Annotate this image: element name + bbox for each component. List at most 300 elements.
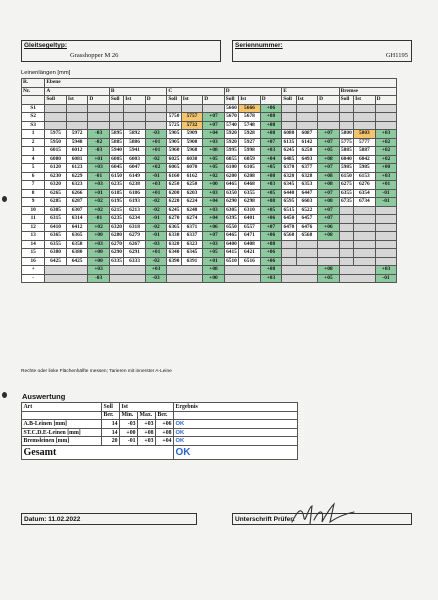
table-row bbox=[22, 155, 412, 164]
ist-cell bbox=[354, 206, 376, 215]
soll-cell: 6735 bbox=[340, 198, 352, 204]
ist-cell: 6081 bbox=[66, 155, 88, 164]
ist-cell: 6421 bbox=[239, 249, 261, 258]
eval-art: A.B-Leinen [mm] bbox=[22, 420, 102, 429]
ist-cell: 6186 bbox=[124, 189, 146, 198]
diff-cell: -01 bbox=[145, 215, 167, 224]
soll-cell: 6355 bbox=[340, 189, 352, 196]
eval-soll: 20 bbox=[102, 437, 120, 446]
table-header-row bbox=[22, 79, 412, 88]
soll-cell: 6005 bbox=[111, 155, 122, 162]
diff-cell: -03 bbox=[145, 130, 167, 139]
soll-cell: 6510 bbox=[226, 257, 237, 264]
ist-cell: 6279 bbox=[124, 232, 146, 241]
soll-cell bbox=[282, 121, 296, 130]
diff-cell: +04 bbox=[260, 155, 282, 164]
table-row bbox=[22, 206, 412, 215]
soll-cell bbox=[282, 104, 296, 113]
table-row bbox=[22, 104, 412, 113]
group-header: A bbox=[45, 87, 110, 96]
diff-cell: -01 bbox=[88, 172, 110, 181]
ist-cell: 6391 bbox=[181, 257, 203, 266]
diff-cell bbox=[375, 249, 397, 258]
diff-cell: +07 bbox=[318, 164, 340, 173]
group-header: D bbox=[224, 87, 281, 96]
ist-cell bbox=[354, 121, 376, 130]
diff-cell: +05 bbox=[318, 147, 340, 156]
soll-cell: 6320 bbox=[111, 223, 122, 230]
soll-cell: 5920 bbox=[226, 130, 237, 136]
soll-cell bbox=[109, 113, 123, 122]
ist-cell: 6476 bbox=[296, 223, 318, 232]
ist-cell bbox=[354, 232, 376, 241]
ist-cell bbox=[124, 104, 146, 113]
soll-cell: 6560 bbox=[283, 232, 295, 238]
table-row bbox=[22, 181, 412, 190]
row-label: 12 bbox=[22, 223, 45, 232]
diff-cell: +06 bbox=[260, 257, 282, 266]
ist-cell: 6203 bbox=[181, 189, 203, 198]
ist-cell bbox=[296, 240, 318, 249]
ist-cell: 5908 bbox=[181, 138, 203, 147]
diff-cell: +08 bbox=[260, 240, 282, 249]
soll-cell: 5895 bbox=[111, 130, 122, 136]
ist-cell: 6153 bbox=[354, 172, 376, 181]
ist-cell: 6250 bbox=[181, 181, 203, 190]
ist-cell: 6353 bbox=[296, 181, 318, 190]
soll-cell bbox=[167, 104, 181, 113]
diff-cell: +03 bbox=[203, 189, 225, 198]
ist-cell: 6030 bbox=[181, 155, 203, 164]
soll-cell: 6320 bbox=[283, 172, 295, 179]
ist-cell: 5972 bbox=[66, 130, 88, 139]
ist-cell: 6149 bbox=[124, 172, 146, 181]
row-label: S3 bbox=[22, 121, 45, 130]
soll-cell bbox=[109, 104, 123, 113]
diff-cell: +07 bbox=[203, 121, 225, 130]
ist-cell: 6123 bbox=[66, 164, 88, 173]
ist-cell bbox=[354, 249, 376, 258]
ist-cell bbox=[354, 104, 376, 113]
ist-cell: 6238 bbox=[124, 181, 146, 190]
ist-cell bbox=[124, 121, 146, 130]
eval-total-row bbox=[22, 445, 298, 459]
summary-value: -01 bbox=[375, 274, 397, 283]
ist-cell: 5998 bbox=[239, 147, 261, 156]
diff-cell: +08 bbox=[203, 147, 225, 156]
diff-cell: +06 bbox=[318, 223, 340, 232]
soll-cell: 6280 bbox=[111, 232, 122, 238]
diff-cell: -02 bbox=[145, 223, 167, 232]
soll-cell: 6320 bbox=[45, 181, 67, 190]
table-subheader-row bbox=[22, 96, 412, 105]
soll-cell: 6265 bbox=[45, 189, 67, 198]
soll-cell: 6345 bbox=[283, 181, 295, 187]
ist-cell bbox=[296, 104, 318, 113]
group-header: Bremse bbox=[339, 87, 397, 96]
soll-cell: 6015 bbox=[45, 147, 67, 156]
soll-cell: 6340 bbox=[168, 249, 180, 255]
ist-cell: 5909 bbox=[181, 130, 203, 139]
diff-cell: -02 bbox=[88, 138, 110, 147]
table-group-row bbox=[22, 87, 412, 96]
soll-cell: 6045 bbox=[111, 164, 122, 170]
soll-cell: 6195 bbox=[111, 198, 122, 204]
ist-cell bbox=[296, 113, 318, 122]
soll-cell: 6215 bbox=[111, 206, 122, 213]
soll-cell: 6065 bbox=[168, 164, 180, 170]
diff-cell: +08 bbox=[260, 113, 282, 122]
soll-cell: 6550 bbox=[226, 223, 237, 230]
serial-number-value: GH1195 bbox=[385, 52, 408, 59]
diff-cell: +03 bbox=[260, 181, 282, 190]
soll-cell: 6440 bbox=[283, 189, 295, 196]
eval-art: Bremsleinen [mm] bbox=[22, 437, 102, 446]
eval-min: -03 bbox=[120, 420, 138, 429]
diff-cell: +03 bbox=[260, 147, 282, 156]
soll-cell: 6465 bbox=[226, 232, 237, 238]
ist-cell: 6345 bbox=[181, 249, 203, 258]
ist-cell: 6425 bbox=[66, 257, 88, 266]
serial-number-label: Seriennummer: bbox=[235, 42, 283, 49]
diff-cell: +04 bbox=[203, 198, 225, 207]
eval-soll: 14 bbox=[102, 420, 120, 429]
ist-cell: 5803 bbox=[354, 130, 376, 139]
sub-header-d: D bbox=[318, 96, 340, 105]
diff-cell bbox=[88, 104, 110, 113]
handwritten-signature bbox=[288, 500, 358, 528]
diff-cell: +02 bbox=[88, 206, 110, 215]
ist-cell: 6070 bbox=[181, 164, 203, 173]
diff-cell: +01 bbox=[145, 138, 167, 147]
ist-cell: 5678 bbox=[239, 113, 261, 122]
ist-cell bbox=[354, 240, 376, 249]
diff-cell: +07 bbox=[260, 138, 282, 147]
diff-cell: +08 bbox=[260, 130, 282, 139]
soll-cell: 5885 bbox=[340, 147, 352, 153]
summary-value: +08 bbox=[203, 266, 225, 275]
diff-cell bbox=[375, 215, 397, 224]
ist-cell: 6234 bbox=[124, 215, 146, 224]
eval-col-ergebnis: Ergebnis bbox=[174, 403, 298, 412]
diff-cell: +07 bbox=[318, 215, 340, 224]
row-label: 11 bbox=[22, 215, 45, 224]
line-lengths-label: Leinenlängen [mm] bbox=[21, 70, 71, 76]
eval-soll: 14 bbox=[102, 428, 120, 437]
eval-result: OK bbox=[174, 437, 298, 446]
diff-cell: +08 bbox=[318, 198, 340, 207]
soll-cell: 6230 bbox=[45, 172, 67, 181]
diff-cell: +08 bbox=[318, 155, 340, 164]
date-label: Datum: 11.02.2022 bbox=[24, 516, 81, 523]
soll-cell: 6350 bbox=[226, 189, 237, 196]
soll-cell: 6100 bbox=[226, 164, 237, 170]
summary-value: +03 bbox=[375, 266, 397, 275]
table-row bbox=[22, 257, 412, 266]
sub-header-ist: Ist bbox=[124, 96, 146, 105]
soll-cell bbox=[109, 121, 123, 130]
row-label: 16 bbox=[22, 257, 45, 266]
eval-col-max: Max. bbox=[138, 411, 156, 420]
ist-cell: 6105 bbox=[239, 164, 261, 173]
diff-cell: +06 bbox=[260, 104, 282, 113]
soll-cell bbox=[282, 113, 296, 122]
row-label: 7 bbox=[22, 181, 45, 190]
ist-cell bbox=[354, 113, 376, 122]
diff-cell: -03 bbox=[88, 147, 110, 156]
eval-row bbox=[22, 420, 298, 429]
ist-cell bbox=[354, 215, 376, 224]
table-row bbox=[22, 189, 412, 198]
soll-cell: 6220 bbox=[168, 198, 180, 204]
soll-cell: 5920 bbox=[226, 138, 237, 145]
diff-cell: +07 bbox=[203, 113, 225, 122]
diff-cell: +03 bbox=[203, 138, 225, 147]
row-label: 14 bbox=[22, 240, 45, 249]
sub-header-soll: Soll bbox=[224, 96, 238, 105]
ist-cell: 6328 bbox=[296, 172, 318, 181]
ist-cell: 6557 bbox=[239, 223, 261, 232]
col-nr-header: Nr. bbox=[22, 87, 45, 96]
diff-cell: +07 bbox=[203, 232, 225, 241]
diff-cell: +08 bbox=[318, 172, 340, 181]
diff-cell: -01 bbox=[375, 189, 397, 198]
ist-cell: 5928 bbox=[239, 130, 261, 139]
ist-cell bbox=[66, 121, 88, 130]
diff-cell bbox=[318, 240, 340, 249]
eval-col-min: Min. bbox=[120, 411, 138, 420]
diff-cell: -01 bbox=[375, 198, 397, 207]
eval-max: +03 bbox=[138, 420, 156, 429]
eval-col-ber: Ber. bbox=[102, 411, 120, 420]
row-label: 10 bbox=[22, 206, 45, 215]
diff-cell: -02 bbox=[145, 206, 167, 215]
diff-cell: +05 bbox=[260, 206, 282, 215]
soll-cell bbox=[339, 104, 353, 113]
diff-cell bbox=[145, 113, 167, 122]
ist-cell: 6193 bbox=[124, 198, 146, 207]
diff-cell: +01 bbox=[375, 181, 397, 190]
ist-cell bbox=[296, 121, 318, 130]
ist-cell: 6208 bbox=[239, 172, 261, 181]
ist-cell: 6471 bbox=[239, 232, 261, 241]
summary-value: -03 bbox=[88, 274, 110, 283]
soll-cell: 6330 bbox=[168, 232, 180, 238]
summary-value: +08 bbox=[260, 266, 282, 275]
diff-cell bbox=[375, 223, 397, 232]
ist-cell: 6042 bbox=[354, 155, 376, 164]
table-row bbox=[22, 172, 412, 181]
diff-cell: -01 bbox=[145, 172, 167, 181]
soll-cell: 6515 bbox=[283, 206, 295, 213]
soll-cell bbox=[339, 121, 353, 130]
eval-max: +03 bbox=[138, 437, 156, 446]
summary-plus-row bbox=[22, 266, 412, 275]
diff-cell: +01 bbox=[88, 189, 110, 198]
soll-cell bbox=[339, 206, 353, 215]
ist-cell: 6734 bbox=[354, 198, 376, 207]
diff-cell: +08 bbox=[260, 198, 282, 207]
diff-cell bbox=[375, 121, 397, 130]
soll-cell: 6425 bbox=[45, 257, 67, 266]
date-box bbox=[21, 513, 197, 525]
ist-cell: 6003 bbox=[124, 155, 146, 164]
ist-cell: 6522 bbox=[296, 206, 318, 215]
diff-cell bbox=[375, 113, 397, 122]
soll-cell: 6315 bbox=[45, 215, 67, 224]
diff-cell: +08 bbox=[318, 181, 340, 190]
summary-label: + bbox=[22, 266, 45, 275]
ist-cell: 6516 bbox=[239, 257, 261, 266]
diff-cell bbox=[88, 121, 110, 130]
ist-cell: 6059 bbox=[239, 155, 261, 164]
ist-cell bbox=[354, 223, 376, 232]
diff-cell: -03 bbox=[145, 240, 167, 249]
ist-cell: 6493 bbox=[296, 155, 318, 164]
eval-ber: +04 bbox=[156, 437, 174, 446]
diff-cell: +03 bbox=[88, 181, 110, 190]
ist-cell: 6323 bbox=[66, 181, 88, 190]
ist-cell: 5927 bbox=[239, 138, 261, 147]
ist-cell: 6012 bbox=[66, 147, 88, 156]
diff-cell: +07 bbox=[260, 223, 282, 232]
eval-row bbox=[22, 428, 298, 437]
soll-cell: 6160 bbox=[168, 172, 180, 179]
diff-cell: +01 bbox=[145, 189, 167, 198]
diff-cell: +05 bbox=[203, 155, 225, 164]
sub-header-d: D bbox=[260, 96, 282, 105]
diff-cell: +00 bbox=[88, 257, 110, 266]
soll-cell: 6235 bbox=[111, 215, 122, 221]
soll-cell: 5950 bbox=[45, 138, 67, 147]
soll-cell: 5725 bbox=[168, 121, 180, 128]
table-row bbox=[22, 138, 412, 147]
group-header: B bbox=[109, 87, 166, 96]
soll-cell: 5660 bbox=[226, 104, 237, 111]
diff-cell: +02 bbox=[375, 138, 397, 147]
sub-header-soll: Soll bbox=[282, 96, 296, 105]
ist-cell: 5748 bbox=[239, 121, 261, 130]
soll-cell: 6305 bbox=[45, 206, 67, 215]
soll-cell: 5975 bbox=[45, 130, 67, 139]
row-label: 13 bbox=[22, 232, 45, 241]
diff-cell: +01 bbox=[88, 155, 110, 164]
diff-cell: +04 bbox=[203, 130, 225, 139]
diff-cell: +02 bbox=[88, 223, 110, 232]
diff-cell bbox=[318, 121, 340, 130]
ist-cell: 6355 bbox=[239, 189, 261, 198]
row-label: 2 bbox=[22, 138, 45, 147]
ist-cell: 6224 bbox=[181, 198, 203, 207]
ist-cell bbox=[296, 257, 318, 266]
ist-cell: 6358 bbox=[66, 240, 88, 249]
soll-cell: 6055 bbox=[226, 155, 237, 162]
soll-cell bbox=[339, 223, 353, 232]
diff-cell: -01 bbox=[88, 215, 110, 224]
ist-cell: 5757 bbox=[181, 113, 203, 122]
soll-cell: 6595 bbox=[283, 198, 295, 204]
soll-cell: 6285 bbox=[45, 198, 67, 207]
sub-header-soll: Soll bbox=[339, 96, 353, 105]
ist-cell: 6323 bbox=[181, 240, 203, 249]
soll-cell bbox=[45, 121, 67, 130]
eval-row bbox=[22, 437, 298, 446]
summary-value: +03 bbox=[88, 266, 110, 275]
diff-cell: +01 bbox=[203, 257, 225, 266]
ist-cell: 5968 bbox=[181, 147, 203, 156]
eval-min: +00 bbox=[120, 428, 138, 437]
ist-cell: 6371 bbox=[181, 223, 203, 232]
soll-cell: 6390 bbox=[168, 257, 180, 264]
soll-cell: 5905 bbox=[168, 138, 180, 145]
sub-header-d: D bbox=[375, 96, 397, 105]
punch-hole bbox=[2, 392, 7, 398]
ist-cell: 6468 bbox=[239, 181, 261, 190]
summary-value: +05 bbox=[318, 274, 340, 283]
ebene-header: Ebene bbox=[45, 79, 397, 88]
table-row bbox=[22, 249, 412, 258]
diff-cell bbox=[375, 240, 397, 249]
table-row bbox=[22, 223, 412, 232]
diff-cell bbox=[375, 104, 397, 113]
signature-label: Unterschrift Prüfer: bbox=[235, 516, 295, 523]
table-row bbox=[22, 198, 412, 207]
ist-cell bbox=[66, 104, 88, 113]
soll-cell: 6080 bbox=[283, 130, 295, 136]
diff-cell: +02 bbox=[375, 147, 397, 156]
soll-cell: 6355 bbox=[45, 240, 67, 249]
soll-cell: 6370 bbox=[283, 164, 295, 170]
sub-header-d: D bbox=[145, 96, 167, 105]
row-label: 8 bbox=[22, 189, 45, 198]
ist-cell: 6377 bbox=[296, 164, 318, 173]
group-header: C bbox=[167, 87, 224, 96]
diff-cell: +02 bbox=[375, 155, 397, 164]
ist-cell bbox=[124, 113, 146, 122]
ist-cell: 6162 bbox=[181, 172, 203, 181]
diff-cell: -02 bbox=[145, 257, 167, 266]
diff-cell bbox=[375, 206, 397, 215]
ist-cell: 6047 bbox=[124, 164, 146, 173]
soll-cell: 6135 bbox=[283, 138, 295, 145]
ist-cell: 5777 bbox=[354, 138, 376, 147]
soll-cell: 6395 bbox=[226, 215, 237, 221]
soll-cell: 6410 bbox=[45, 223, 67, 232]
ist-cell: 5892 bbox=[124, 130, 146, 139]
diff-cell: +03 bbox=[88, 240, 110, 249]
soll-cell bbox=[282, 249, 296, 258]
soll-cell bbox=[339, 232, 353, 241]
ist-cell: 5886 bbox=[124, 138, 146, 147]
soll-cell: 6080 bbox=[45, 155, 67, 164]
soll-cell: 5985 bbox=[340, 164, 352, 170]
diff-cell: +02 bbox=[145, 164, 167, 173]
row-label: 6 bbox=[22, 172, 45, 181]
ist-cell: 6250 bbox=[296, 147, 318, 156]
ist-cell: 5941 bbox=[124, 147, 146, 156]
diff-cell: +07 bbox=[318, 138, 340, 147]
soll-cell: 5960 bbox=[168, 147, 180, 153]
ist-cell: 6287 bbox=[66, 198, 88, 207]
diff-cell: +08 bbox=[318, 232, 340, 241]
diff-cell bbox=[318, 249, 340, 258]
soll-cell: 5905 bbox=[168, 130, 180, 136]
soll-cell: 6040 bbox=[340, 155, 352, 162]
soll-cell: 5750 bbox=[168, 113, 180, 119]
soll-cell: 5940 bbox=[111, 147, 122, 153]
soll-cell: 5740 bbox=[226, 121, 237, 128]
table-row bbox=[22, 147, 412, 156]
